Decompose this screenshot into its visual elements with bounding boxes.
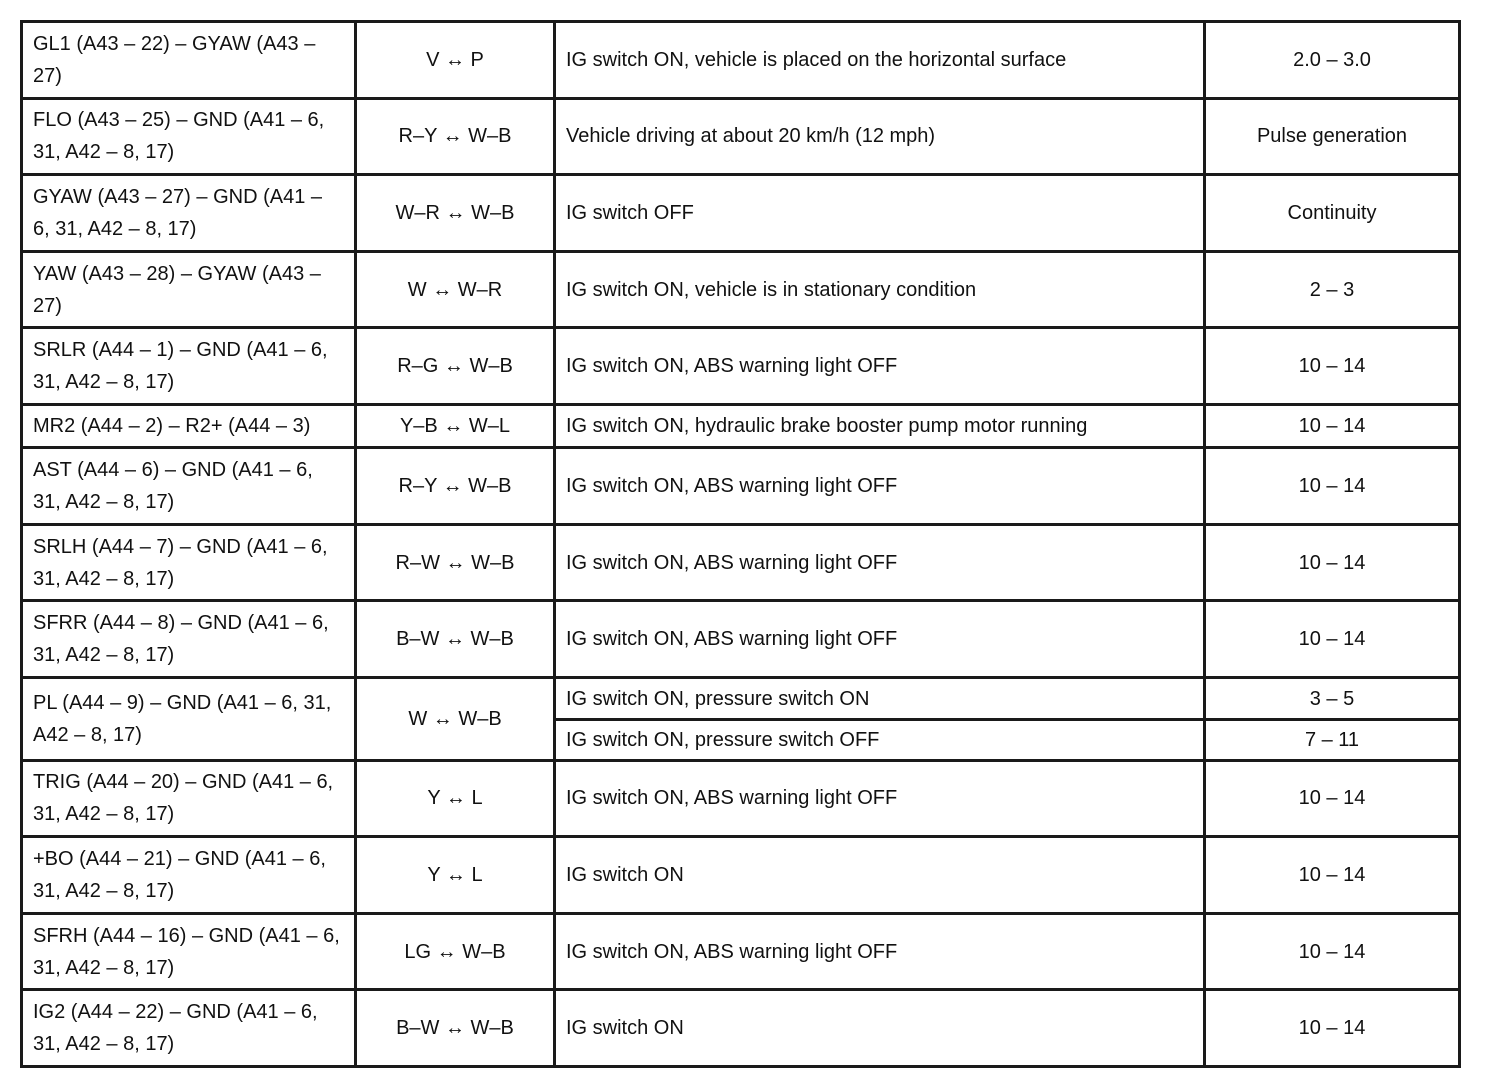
wiring-color-cell: W ↔ W–R	[356, 251, 555, 328]
condition-cell: IG switch ON, ABS warning light OFF	[555, 448, 1205, 525]
table-row	[22, 913, 1460, 990]
table-row	[22, 448, 1460, 525]
table-row	[22, 677, 1460, 719]
wiring-color-cell: Y–B ↔ W–L	[356, 404, 555, 447]
terminal-cell: SFRH (A44 – 16) – GND (A41 – 6, 31, A42 – 8, 17)	[22, 913, 356, 990]
specified-value-cell: 10 – 14	[1205, 760, 1460, 837]
condition-cell: IG switch ON, ABS warning light OFF	[555, 601, 1205, 678]
table-row	[22, 837, 1460, 914]
wiring-color-cell: R–Y ↔ W–B	[356, 448, 555, 525]
condition-cell: IG switch ON	[555, 837, 1205, 914]
specified-value-cell: 10 – 14	[1205, 601, 1460, 678]
specified-value-cell: 3 – 5	[1205, 677, 1460, 719]
condition-cell: IG switch ON, vehicle is placed on the horizontal surface	[555, 22, 1205, 99]
terminal-cell: YAW (A43 – 28) – GYAW (A43 – 27)	[22, 251, 356, 328]
condition-cell: IG switch ON, ABS warning light OFF	[555, 524, 1205, 601]
condition-cell: IG switch ON, ABS warning light OFF	[555, 760, 1205, 837]
condition-cell: IG switch ON, hydraulic brake booster pump motor running	[555, 404, 1205, 447]
table-row	[22, 990, 1460, 1067]
terminal-cell: SFRR (A44 – 8) – GND (A41 – 6, 31, A42 – 8, 17)	[22, 601, 356, 678]
specified-value-cell: 10 – 14	[1205, 990, 1460, 1067]
specified-value-cell: Pulse generation	[1205, 98, 1460, 175]
condition-cell: IG switch ON, ABS warning light OFF	[555, 328, 1205, 405]
specified-value-cell: 10 – 14	[1205, 328, 1460, 405]
terminal-cell: SRLR (A44 – 1) – GND (A41 – 6, 31, A42 – 8, 17)	[22, 328, 356, 405]
table-row	[22, 22, 1460, 99]
table-row	[22, 760, 1460, 837]
specified-value-cell: 2 – 3	[1205, 251, 1460, 328]
wiring-color-cell: Y ↔ L	[356, 760, 555, 837]
wiring-color-cell: Y ↔ L	[356, 837, 555, 914]
specified-value-cell: 10 – 14	[1205, 524, 1460, 601]
condition-cell: IG switch OFF	[555, 175, 1205, 252]
specified-value-cell: 10 – 14	[1205, 448, 1460, 525]
wiring-color-cell: W ↔ W–B	[356, 677, 555, 760]
table-row	[22, 328, 1460, 405]
wiring-color-cell: R–G ↔ W–B	[356, 328, 555, 405]
table-row	[22, 175, 1460, 252]
wiring-color-cell: B–W ↔ W–B	[356, 990, 555, 1067]
terminal-cell: MR2 (A44 – 2) – R2+ (A44 – 3)	[22, 404, 356, 447]
terminal-cell: +BO (A44 – 21) – GND (A41 – 6, 31, A42 – 8, 17)	[22, 837, 356, 914]
table-row	[22, 98, 1460, 175]
specified-value-cell: Continuity	[1205, 175, 1460, 252]
table-row	[22, 601, 1460, 678]
condition-cell: Vehicle driving at about 20 km/h (12 mph)	[555, 98, 1205, 175]
specified-value-cell: 10 – 14	[1205, 404, 1460, 447]
wiring-color-cell: LG ↔ W–B	[356, 913, 555, 990]
terminal-cell: TRIG (A44 – 20) – GND (A41 – 6, 31, A42 – 8, 17)	[22, 760, 356, 837]
terminal-cell: GL1 (A43 – 22) – GYAW (A43 – 27)	[22, 22, 356, 99]
specified-value-cell: 7 – 11	[1205, 720, 1460, 760]
condition-cell: IG switch ON, pressure switch OFF	[555, 720, 1205, 760]
terminal-cell: GYAW (A43 – 27) – GND (A41 – 6, 31, A42 – 8, 17)	[22, 175, 356, 252]
wiring-color-cell: V ↔ P	[356, 22, 555, 99]
specified-value-cell: 2.0 – 3.0	[1205, 22, 1460, 99]
terminal-cell: AST (A44 – 6) – GND (A41 – 6, 31, A42 – 8, 17)	[22, 448, 356, 525]
table-row	[22, 404, 1460, 447]
specified-value-cell: 10 – 14	[1205, 913, 1460, 990]
wiring-color-cell: R–W ↔ W–B	[356, 524, 555, 601]
table-row	[22, 251, 1460, 328]
wiring-color-cell: W–R ↔ W–B	[356, 175, 555, 252]
condition-cell: IG switch ON, ABS warning light OFF	[555, 913, 1205, 990]
condition-cell: IG switch ON	[555, 990, 1205, 1067]
terminal-cell: IG2 (A44 – 22) – GND (A41 – 6, 31, A42 – 8, 17)	[22, 990, 356, 1067]
terminal-inspection-table	[20, 20, 1461, 1068]
table-row	[22, 524, 1460, 601]
wiring-color-cell: B–W ↔ W–B	[356, 601, 555, 678]
terminal-cell: PL (A44 – 9) – GND (A41 – 6, 31, A42 – 8, 17)	[22, 677, 356, 760]
terminal-cell: SRLH (A44 – 7) – GND (A41 – 6, 31, A42 – 8, 17)	[22, 524, 356, 601]
condition-cell: IG switch ON, vehicle is in stationary condition	[555, 251, 1205, 328]
condition-cell: IG switch ON, pressure switch ON	[555, 677, 1205, 719]
wiring-color-cell: R–Y ↔ W–B	[356, 98, 555, 175]
terminal-cell: FLO (A43 – 25) – GND (A41 – 6, 31, A42 – 8, 17)	[22, 98, 356, 175]
specified-value-cell: 10 – 14	[1205, 837, 1460, 914]
